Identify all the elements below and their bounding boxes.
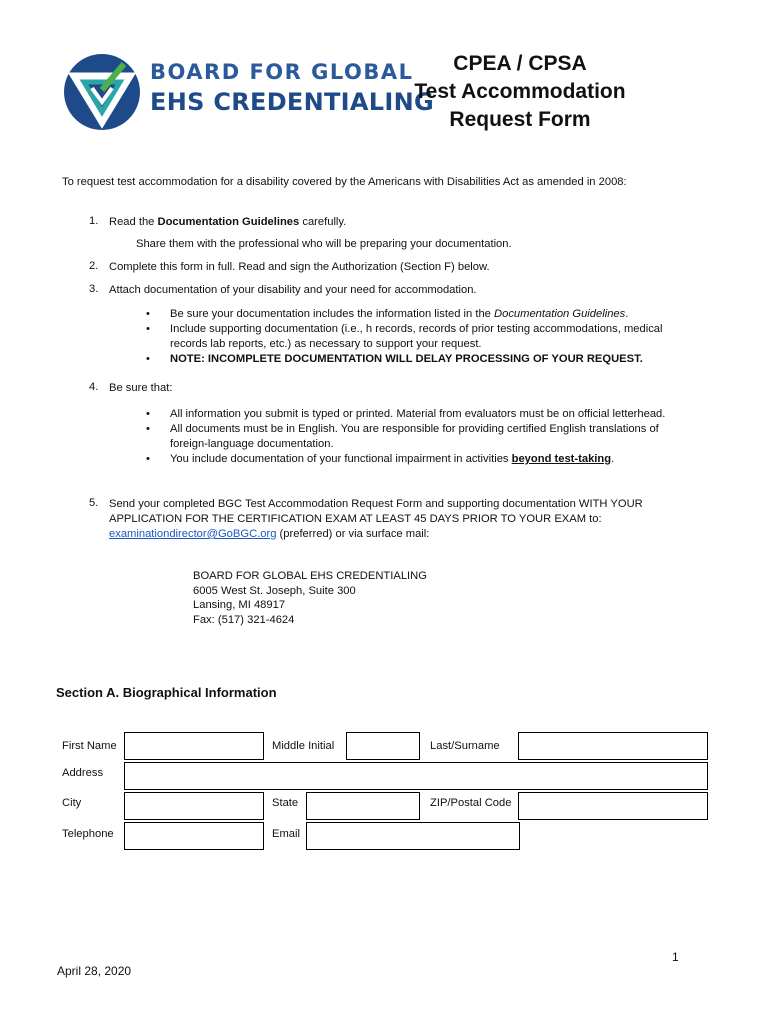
- step-1-subtext: Share them with the professional who will be preparing your documentation.: [136, 238, 512, 250]
- city-field[interactable]: [124, 792, 264, 820]
- address-field[interactable]: [124, 762, 708, 790]
- list-item: • You include documentation of your functional impairment in activities beyond test-taking.: [146, 453, 615, 465]
- step-1-number: 1.: [89, 215, 99, 227]
- state-field[interactable]: [306, 792, 420, 820]
- last-name-field[interactable]: [518, 732, 708, 760]
- step-5: [109, 497, 689, 542]
- step-2-number: 2.: [89, 260, 99, 272]
- step-4-number: 4.: [89, 381, 99, 393]
- first-name-field[interactable]: [124, 732, 264, 760]
- telephone-field[interactable]: [124, 822, 264, 850]
- step-5-number: 5.: [89, 497, 99, 509]
- revision-date: April 28, 2020: [57, 964, 132, 978]
- beyond-test-taking-emphasis: beyond test-taking: [511, 453, 612, 465]
- address-label: Address: [62, 767, 104, 779]
- step-1: [109, 215, 709, 230]
- title-line1: CPEA / CPSA: [453, 52, 587, 75]
- step-5-post: (preferred) or via surface mail:: [276, 528, 430, 540]
- telephone-label: Telephone: [62, 828, 114, 840]
- page-number: 1: [672, 950, 679, 964]
- step-4: Be sure that:: [109, 382, 173, 394]
- address-line-2: 6005 West St. Joseph, Suite 300: [193, 584, 356, 597]
- bgc-logo: [62, 50, 434, 134]
- bgc-emblem-icon: [62, 50, 142, 134]
- email-field[interactable]: [306, 822, 520, 850]
- list-item: • Include supporting documentation (i.e., h records, records of prior testing accommodations, medical records lab reports, etc.) as necessary to support your request.: [146, 323, 663, 350]
- address-fax: Fax: (517) 321-4624: [193, 613, 295, 626]
- logo-text-line1: BOARD FOR GLOBAL: [150, 60, 414, 84]
- section-a-heading: Section A. Biographical Information: [56, 685, 277, 700]
- doc-guidelines-bold: Documentation Guidelines: [157, 216, 300, 228]
- title-line3: Request Form: [449, 108, 591, 131]
- list-item: • All information you submit is typed or printed. Material from evaluators must be on official letterhead.: [146, 408, 666, 420]
- step-5-text: Send your completed BGC Test Accommodation Request Form and supporting documentation WITH YOUR APPLICATION FOR THE CERTIFICATION EXAM AT LEAST 45 DAYS PRIOR TO YOUR EXAM to:: [109, 498, 643, 525]
- address-line-1: BOARD FOR GLOBAL EHS CREDENTIALING: [193, 570, 427, 582]
- step-3: Attach documentation of your disability and your need for accommodation.: [109, 284, 477, 296]
- exam-director-email-link[interactable]: examinationdirector@GoBGC.org: [109, 528, 277, 540]
- mailing-address: [193, 569, 427, 627]
- logo-text-line2: EHS CREDENTIALING: [150, 88, 434, 116]
- step-3-number: 3.: [89, 283, 99, 295]
- page-title: [395, 50, 645, 134]
- step-2: Complete this form in full. Read and sign the Authorization (Section F) below.: [109, 261, 490, 273]
- middle-initial-field[interactable]: [346, 732, 420, 760]
- first-name-label: First Name: [62, 740, 117, 752]
- email-label: Email: [272, 828, 300, 840]
- last-name-label: Last/Surname: [430, 740, 500, 752]
- list-item: • All documents must be in English. You are responsible for providing certified English translations of foreign-language documentation.: [146, 423, 659, 450]
- middle-initial-label: Middle Initial: [272, 740, 335, 752]
- address-line-3: Lansing, MI 48917: [193, 599, 286, 611]
- intro-text: To request test accommodation for a disability covered by the Americans with Disabilities Act as amended in 2008:: [62, 176, 627, 188]
- list-item: • Be sure your documentation includes the information listed in the Documentation Guidelines.: [146, 308, 629, 320]
- zip-label: ZIP/Postal Code: [430, 797, 512, 809]
- title-line2: Test Accommodation: [414, 80, 626, 103]
- zip-field[interactable]: [518, 792, 708, 820]
- list-item: • NOTE: INCOMPLETE DOCUMENTATION WILL DELAY PROCESSING OF YOUR REQUEST.: [146, 353, 643, 365]
- city-label: City: [62, 797, 82, 809]
- step-4-bullets: [146, 407, 686, 467]
- step-1-pre: Read the: [109, 216, 158, 228]
- step-3-bullets: [146, 307, 686, 367]
- state-label: State: [272, 797, 299, 809]
- step-1-post: carefully.: [299, 216, 347, 228]
